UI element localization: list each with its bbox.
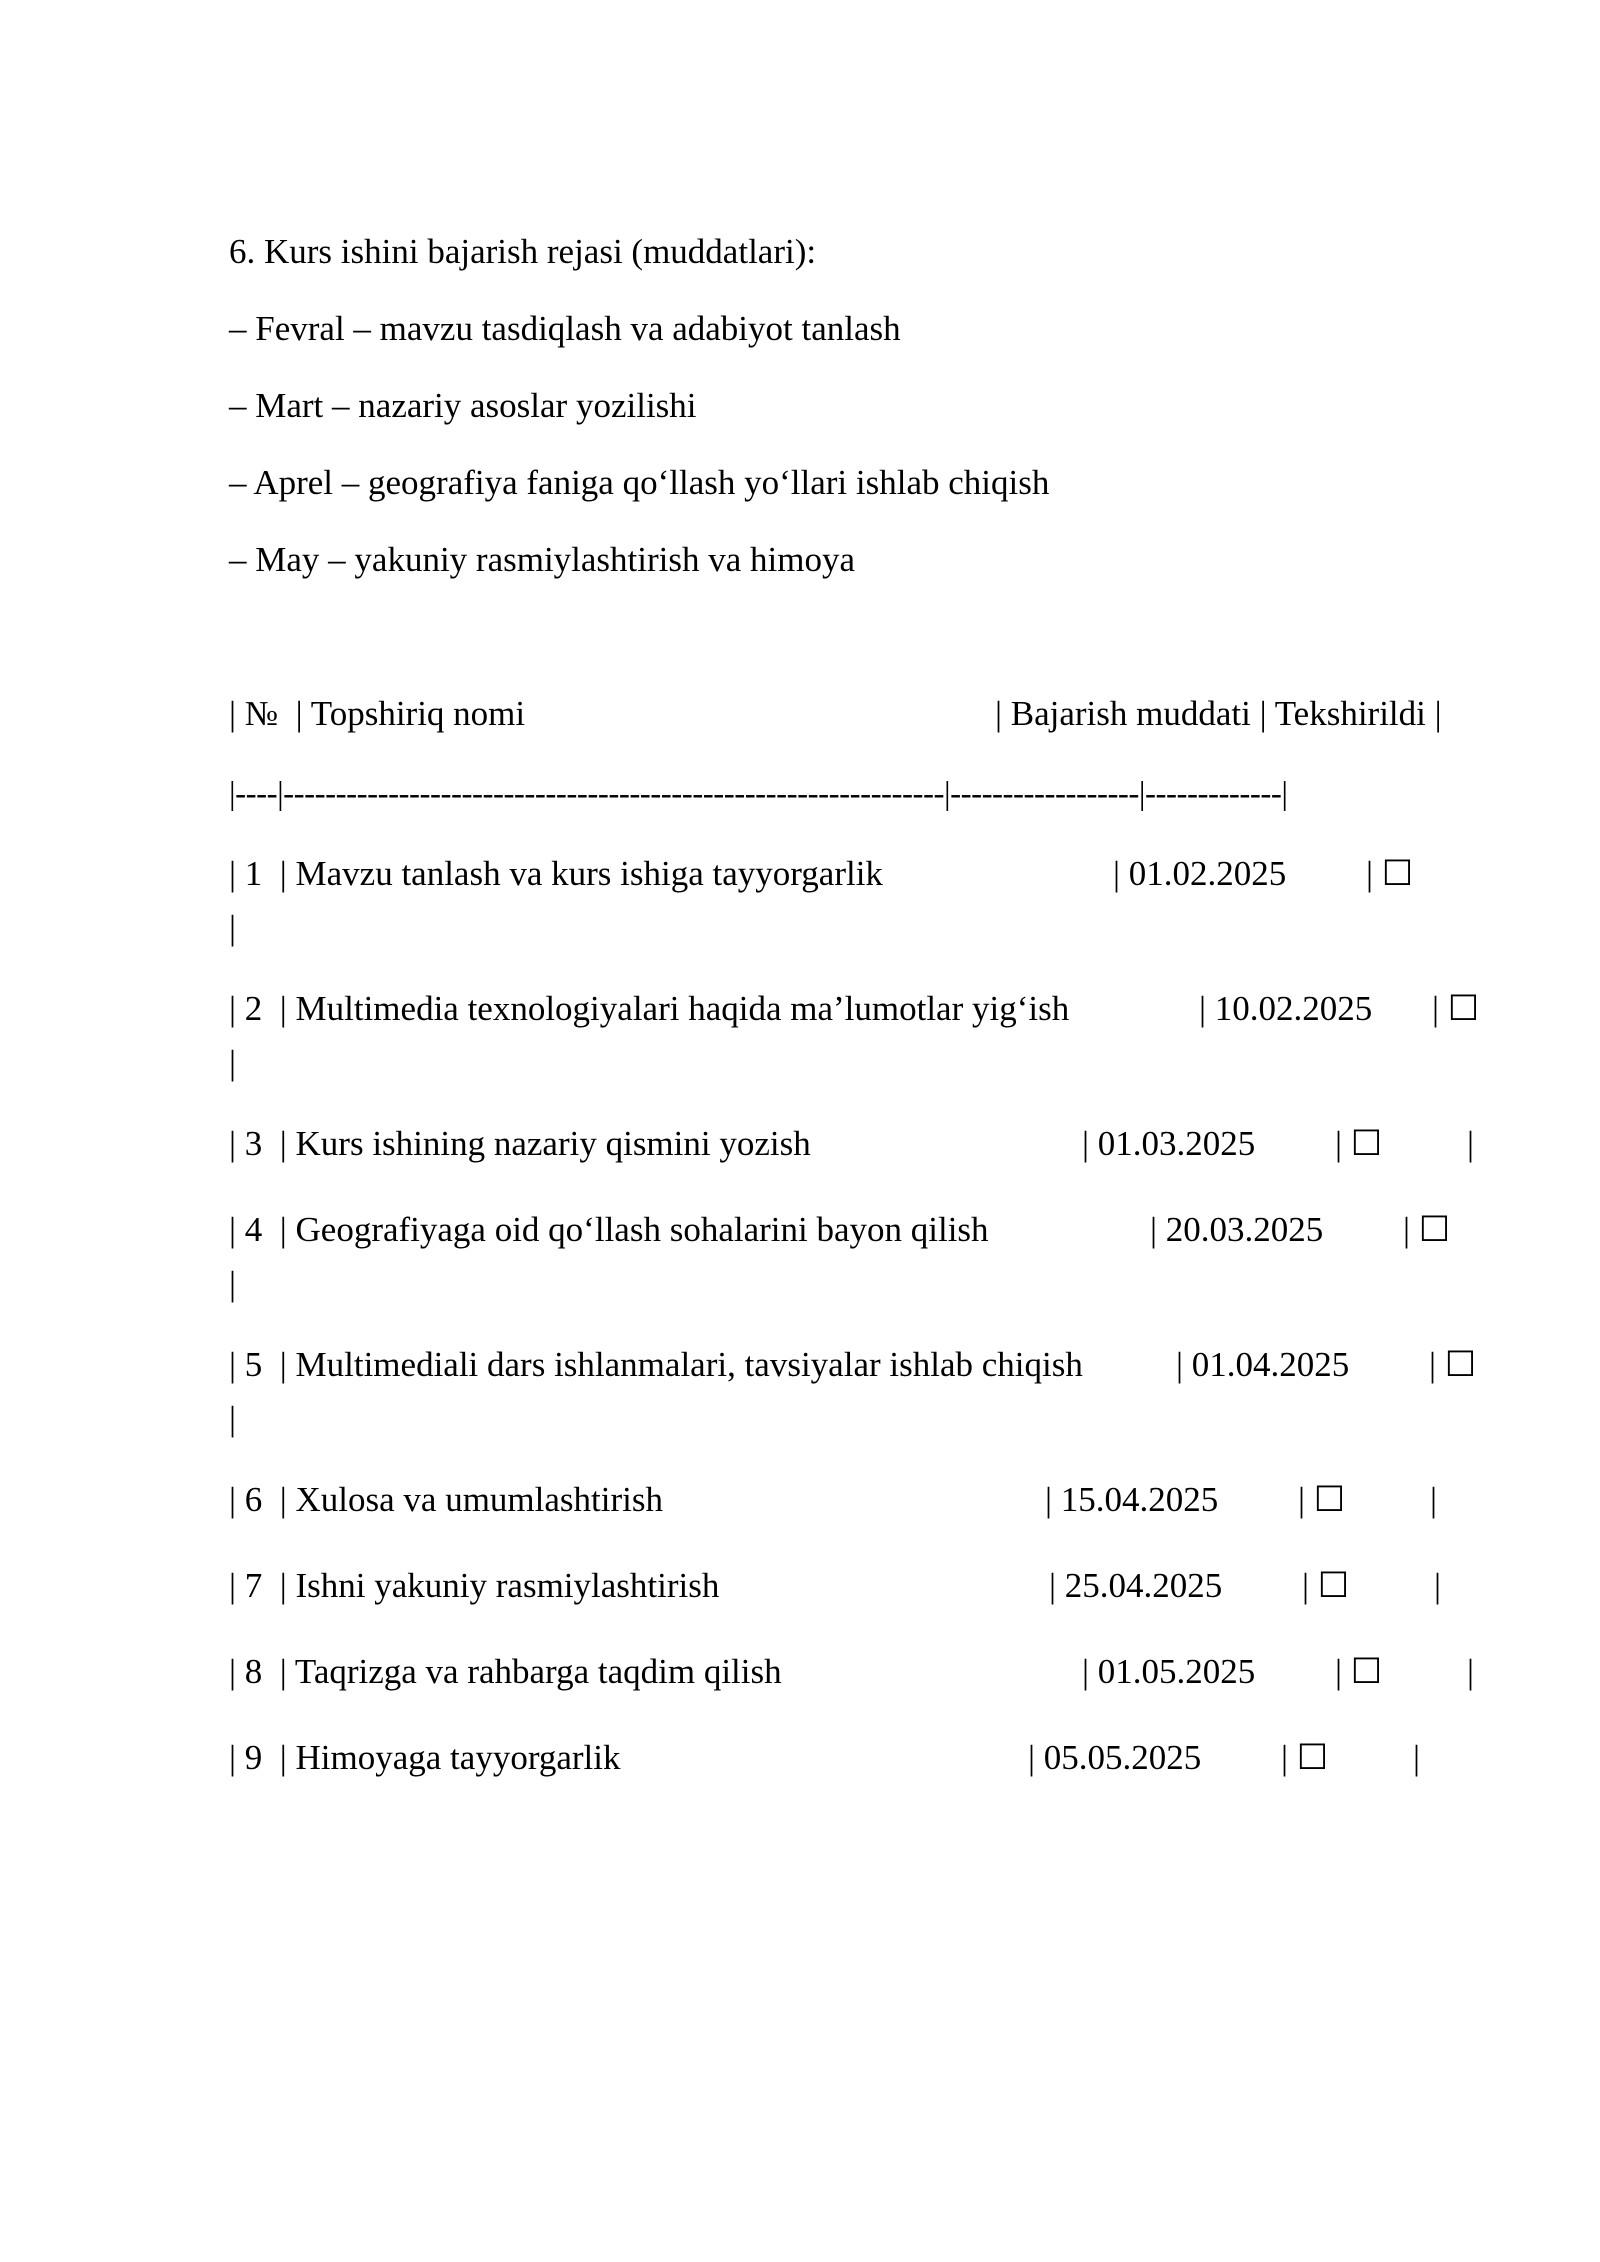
section-heading: 6. Kurs ishini bajarish rejasi (muddatlari): (229, 232, 817, 271)
row-3-task: | 3 | Kurs ishining nazariy qismini yozish (229, 1124, 811, 1163)
row-7-deadline: | 25.04.2025 (1049, 1566, 1223, 1605)
row-4-wrap: | (229, 1264, 237, 1303)
row-1-deadline: | 01.02.2025 (1113, 854, 1287, 893)
row-2-task: | 2 | Multimedia texnologiyalari haqida ma’lumotlar yig‘ish (229, 989, 1070, 1028)
row-5-wrap: | (229, 1399, 237, 1438)
plan-item-may: – May – yakuniy rasmiylashtirish va himoya (229, 540, 856, 579)
row-2-check: | ☐ (1432, 989, 1480, 1028)
row-9-task: | 9 | Himoyaga tayyorgarlik (229, 1738, 621, 1777)
table-header-number: | № | Topshiriq nomi (229, 694, 526, 733)
row-4-check: | ☐ (1403, 1210, 1451, 1249)
row-9-end: | (1413, 1738, 1421, 1777)
row-6-end: | (1430, 1480, 1438, 1519)
row-8-deadline: | 01.05.2025 (1082, 1652, 1256, 1691)
row-6-deadline: | 15.04.2025 (1045, 1480, 1219, 1519)
row-2-wrap: | (229, 1043, 237, 1082)
row-7-check: | ☐ (1302, 1566, 1350, 1605)
row-7-task: | 7 | Ishni yakuniy rasmiylashtirish (229, 1566, 720, 1605)
row-4-task: | 4 | Geografiyaga oid qo‘llash sohalarini bayon qilish (229, 1210, 989, 1249)
table-header-deadline: | Bajarish muddati | Tekshirildi | (995, 694, 1442, 733)
row-2-deadline: | 10.02.2025 (1199, 989, 1373, 1028)
row-6-check: | ☐ (1298, 1480, 1346, 1519)
row-1-check: | ☐ (1366, 854, 1414, 893)
plan-item-april: – Aprel – geografiya faniga qo‘llash yo‘llari ishlab chiqish (229, 463, 1050, 502)
row-5-deadline: | 01.04.2025 (1176, 1345, 1350, 1384)
plan-item-march: – Mart – nazariy asoslar yozilishi (229, 386, 697, 425)
row-3-check: | ☐ (1335, 1124, 1383, 1163)
plan-item-february: – Fevral – mavzu tasdiqlash va adabiyot tanlash (229, 309, 901, 348)
row-3-deadline: | 01.03.2025 (1082, 1124, 1256, 1163)
row-8-check: | ☐ (1335, 1652, 1383, 1691)
row-1-wrap: | (229, 908, 237, 947)
row-5-check: | ☐ (1429, 1345, 1477, 1384)
row-3-end: | (1467, 1124, 1475, 1163)
row-4-deadline: | 20.03.2025 (1150, 1210, 1324, 1249)
row-9-check: | ☐ (1281, 1738, 1329, 1777)
row-9-deadline: | 05.05.2025 (1028, 1738, 1202, 1777)
table-separator: |----|---------------------------------------------------------------|------------------|-------------| (229, 776, 1288, 812)
row-7-end: | (1434, 1566, 1442, 1605)
row-1-task: | 1 | Mavzu tanlash va kurs ishiga tayyorgarlik (229, 854, 883, 893)
row-8-task: | 8 | Taqrizga va rahbarga taqdim qilish (229, 1652, 782, 1691)
row-5-task: | 5 | Multimediali dars ishlanmalari, tavsiyalar ishlab chiqish (229, 1345, 1083, 1384)
row-6-task: | 6 | Xulosa va umumlashtirish (229, 1480, 663, 1519)
row-8-end: | (1467, 1652, 1475, 1691)
